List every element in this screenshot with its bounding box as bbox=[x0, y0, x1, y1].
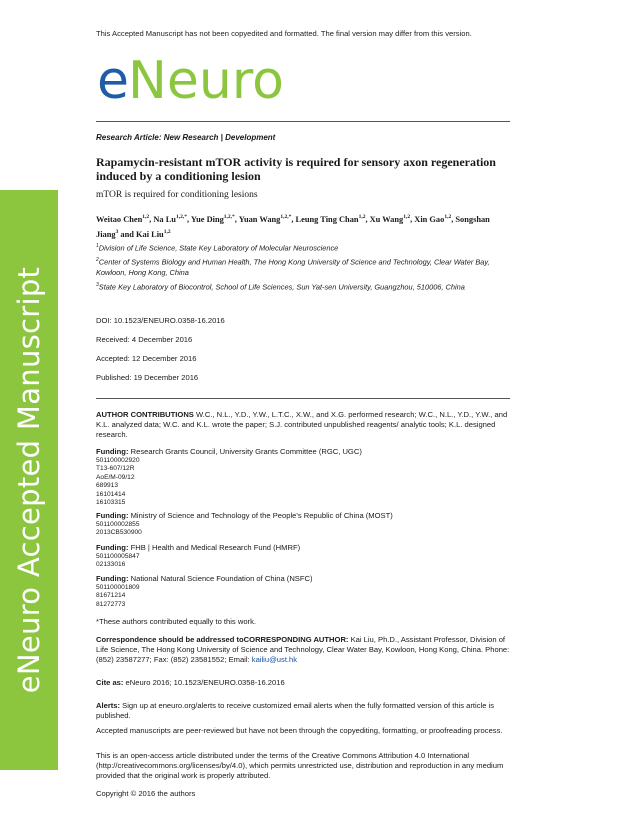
author-name: Weitao Chen bbox=[96, 214, 143, 224]
funding-source: Research Grants Council, University Grants Committee (RGC, UGC) bbox=[130, 447, 362, 456]
affiliations bbox=[96, 241, 510, 294]
grant-number: 501100002920 bbox=[96, 457, 140, 464]
grant-number: AoE/M-09/12 bbox=[96, 473, 135, 481]
affiliation-text: Division of Life Science, State Key Laboratory of Molecular Neuroscience bbox=[98, 243, 339, 253]
grant-number: 02133016 bbox=[96, 561, 126, 569]
running-title: mTOR is required for conditioning lesions bbox=[96, 190, 258, 200]
correspondence-email[interactable]: kailiu@ust.hk bbox=[251, 655, 298, 664]
article-type: Research Article: New Research | Development bbox=[96, 133, 276, 142]
author-separator: , bbox=[410, 214, 415, 224]
author-affiliation-mark: 1,2 bbox=[403, 214, 411, 220]
author-affiliation-mark: 1,2,* bbox=[223, 214, 235, 220]
correspondence bbox=[96, 635, 510, 665]
contributions-text: W.C., N.L., Y.D., Y.W., L.T.C., X.W., and X.G. performed research; W.C., N.L., Y.D., Y.W., and K.L. analyzed data; W.C. and K.L. wrote the paper; S.J. contributed unpublished reagents/ analytic tools; K.L. designed research. bbox=[96, 410, 508, 439]
author-name: Yue Ding bbox=[190, 214, 224, 224]
alerts-label: Alerts: bbox=[96, 701, 121, 710]
funding-block bbox=[96, 447, 510, 507]
author-separator: , bbox=[451, 214, 456, 224]
author-separator: and bbox=[118, 230, 137, 240]
grant-number: 81671214 bbox=[96, 592, 126, 600]
funding-label: Funding: bbox=[96, 511, 129, 520]
author-separator: , bbox=[365, 214, 370, 224]
dates-divider bbox=[96, 398, 510, 399]
affiliation-text: State Key Laboratory of Biocontrol, School of Life Sciences, Sun Yat-sen University, Guangzhou, 510006, China bbox=[98, 282, 465, 292]
author-name: Na Lu bbox=[153, 214, 176, 224]
author-separator: , bbox=[234, 214, 239, 224]
doi: DOI: 10.1523/ENEURO.0358-16.2016 bbox=[96, 316, 225, 325]
grant-number: 16101414 bbox=[96, 490, 126, 498]
correspondence-label: Correspondence should be addressed toCORRESPONDING AUTHOR: bbox=[96, 635, 349, 644]
author-list bbox=[96, 211, 510, 242]
affiliation bbox=[96, 280, 510, 292]
funding-block bbox=[96, 543, 510, 570]
manuscript-notice: This Accepted Manuscript has not been copyedited and formatted. The final version may differ from this version. bbox=[96, 29, 472, 38]
contributions-label: AUTHOR CONTRIBUTIONS bbox=[96, 410, 194, 419]
author-affiliation-mark: 1,2,* bbox=[280, 214, 292, 220]
funding-source: National Natural Science Foundation of China (NSFC) bbox=[130, 574, 313, 583]
logo-e: e bbox=[97, 51, 129, 111]
author-affiliation-mark: 1,2,* bbox=[175, 214, 187, 220]
side-banner-text: eNeuro Accepted Manuscript bbox=[12, 266, 46, 694]
correspondence-text: Kai Liu, Ph.D., Assistant Professor, Division of Life Science, The Hong Kong University of Science and Technology, Clear Water Bay, Kowloon, Hong Kong, China. Phone: (852) 23587277; Fax: (852) 23581552; Email: bbox=[96, 635, 510, 664]
author-affiliation-mark: 1,2 bbox=[142, 214, 150, 220]
author-name: Xu Wang bbox=[369, 214, 404, 224]
header-divider bbox=[96, 121, 510, 122]
affiliation bbox=[96, 241, 510, 253]
license-note: This is an open-access article distributed under the terms of the Creative Commons Attribution 4.0 International (http://creativecommons.org/licenses/by/4.0), which permits unrestricted use, distribution and reproduction in any medium provided that the original work is properly attributed. bbox=[96, 751, 504, 780]
affiliation-number: 1 bbox=[96, 243, 99, 249]
author-separator: , bbox=[186, 214, 191, 224]
peer-review-note: Accepted manuscripts are peer-reviewed but have not been through the copyediting, formatting, or proofreading process. bbox=[96, 726, 503, 735]
alerts bbox=[96, 701, 510, 721]
article-title: Rapamycin-resistant mTOR activity is required for sensory axon regeneration induced by a conditioning lesion bbox=[96, 155, 496, 183]
logo-neuro: Neuro bbox=[128, 51, 284, 111]
grant-number: 16103315 bbox=[96, 499, 126, 507]
author-name: Kai Liu bbox=[136, 230, 164, 240]
copyright: Copyright © 2016 the authors bbox=[96, 789, 196, 798]
received-date: Received: 4 December 2016 bbox=[96, 335, 193, 344]
funding-label: Funding: bbox=[96, 447, 129, 456]
author-affiliation-mark: 3 bbox=[115, 229, 119, 236]
grant-number: 501100001809 bbox=[96, 584, 140, 591]
author-affiliation-mark: 1,2 bbox=[163, 229, 171, 236]
cite-text: eNeuro 2016; 10.1523/ENEURO.0358-16.2016 bbox=[123, 678, 285, 687]
funding-source: Ministry of Science and Technology of the People's Republic of China (MOST) bbox=[130, 511, 393, 520]
affiliation-number: 2 bbox=[96, 257, 99, 264]
author-contributions bbox=[96, 410, 510, 440]
affiliation-text: Center of Systems Biology and Human Health, The Hong Kong University of Science and Technology, Clear Water Bay, Kowloon, Hong Kong, China bbox=[96, 257, 490, 277]
accepted-date: Accepted: 12 December 2016 bbox=[96, 354, 197, 363]
published-date: Published: 19 December 2016 bbox=[96, 373, 199, 382]
grant-number: 501100002855 bbox=[96, 521, 140, 528]
equal-contribution-note: *These authors contributed equally to this work. bbox=[96, 617, 256, 626]
funding-block bbox=[96, 511, 510, 538]
funding-label: Funding: bbox=[96, 543, 129, 552]
author-name: Leung Ting Chan bbox=[295, 214, 359, 224]
author-separator: , bbox=[291, 214, 296, 224]
grant-number: 81272773 bbox=[96, 600, 126, 608]
author-name: Yuan Wang bbox=[238, 214, 281, 224]
grant-number: 501100005847 bbox=[96, 553, 140, 560]
alerts-text: Sign up at eneuro.org/alerts to receive customized email alerts when the fully formatted version of this article is published. bbox=[96, 701, 495, 720]
funding-label: Funding: bbox=[96, 574, 129, 583]
grant-number: 2013CB530900 bbox=[96, 529, 142, 537]
author-name: Xin Gao bbox=[414, 214, 445, 224]
eneuro-logo bbox=[97, 48, 284, 111]
funding-block bbox=[96, 574, 510, 609]
grant-number: T13-607/12R bbox=[96, 465, 135, 473]
side-banner bbox=[0, 190, 58, 770]
author-affiliation-mark: 1,2 bbox=[358, 214, 366, 220]
affiliation-number: 3 bbox=[96, 281, 99, 288]
author-separator: , bbox=[149, 214, 154, 224]
affiliation bbox=[96, 255, 510, 277]
cite-label: Cite as: bbox=[96, 678, 124, 687]
author-name: Songshan Jiang bbox=[96, 214, 490, 240]
grant-number: 689913 bbox=[96, 482, 119, 490]
cite-as bbox=[96, 678, 510, 688]
author-affiliation-mark: 1,2 bbox=[444, 214, 452, 220]
funding-source: FHB | Health and Medical Research Fund (HMRF) bbox=[130, 543, 301, 552]
